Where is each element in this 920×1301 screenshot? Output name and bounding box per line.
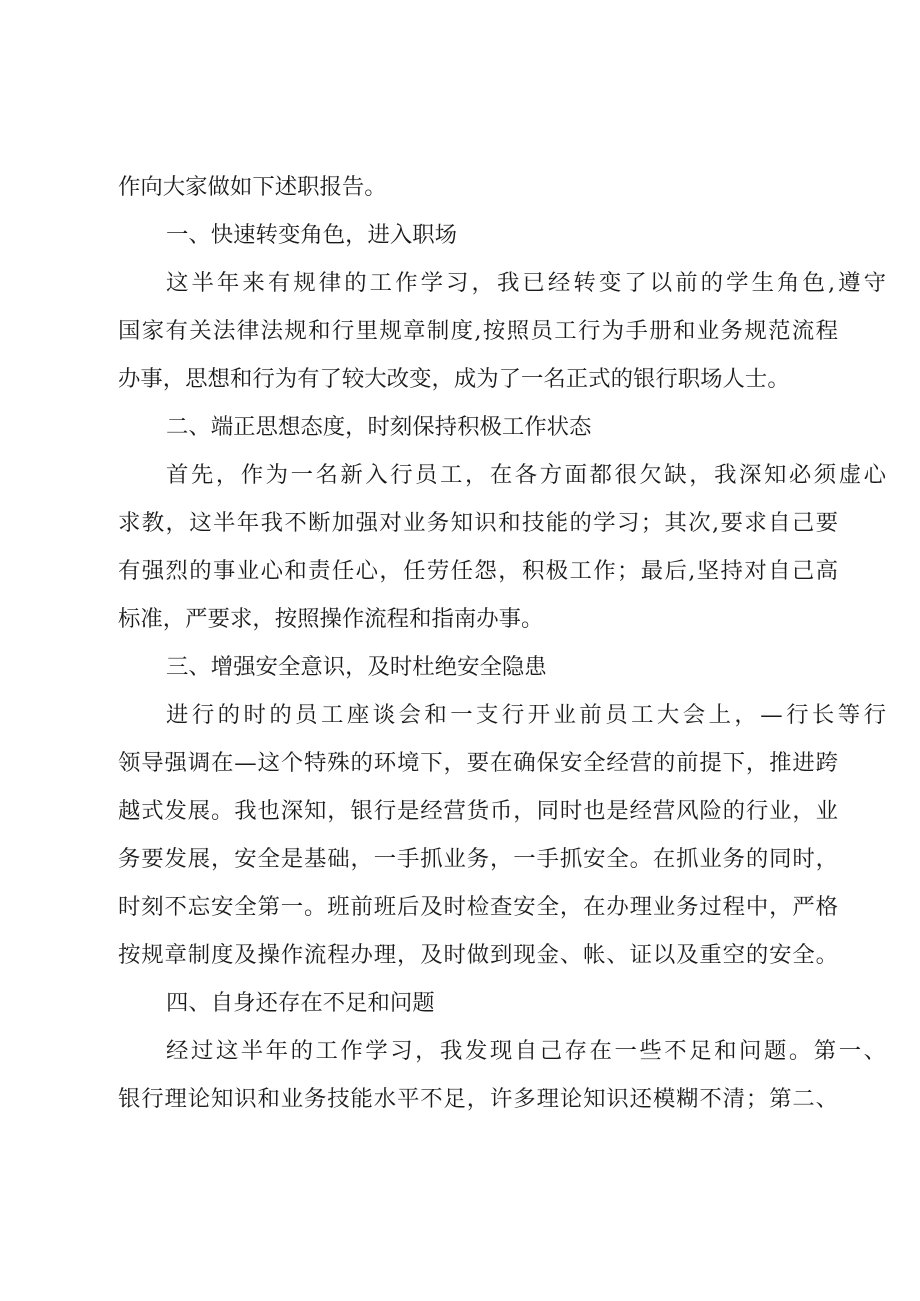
paragraph-line: 有强烈的事业心和责任心，任劳任怨，积极工作；最后,坚持对自己高 [118, 558, 838, 584]
paragraph-line: 首先，作为一名新入行员工，在各方面都很欠缺，我深知必须虚心 [166, 462, 886, 488]
paragraph-line: 按规章制度及操作流程办理，及时做到现金、帐、证以及重空的安全。 [118, 942, 838, 968]
paragraph-line: 标准，严要求，按照操作流程和指南办事。 [118, 606, 544, 632]
section-heading-4: 四、自身还存在不足和问题 [166, 990, 435, 1016]
paragraph-line: 求教，这半年我不断加强对业务知识和技能的学习；其次,要求自己要 [118, 510, 838, 536]
paragraph-line: 银行理论知识和业务技能水平不足，许多理论知识还模糊不清；第二、 [118, 1086, 838, 1112]
paragraph-line: 经过这半年的工作学习，我发现自己存在一些不足和问题。第一、 [166, 1038, 886, 1064]
paragraph-line: 进行的时的员工座谈会和一支行开业前员工大会上，—行长等行 [166, 702, 886, 728]
paragraph-line: 时刻不忘安全第一。班前班后及时检查安全，在办理业务过程中，严格 [118, 894, 838, 920]
paragraph-line: 务要发展，安全是基础，一手抓业务，一手抓安全。在抓业务的同时， [118, 846, 838, 872]
paragraph-line: 越式发展。我也深知，银行是经营货币，同时也是经营风险的行业，业 [118, 798, 838, 824]
paragraph-line: 这半年来有规律的工作学习，我已经转变了以前的学生角色,遵守 [166, 270, 886, 296]
document-body [118, 167, 886, 1127]
section-heading-3: 三、增强安全意识，及时杜绝安全隐患 [166, 654, 547, 680]
paragraph-line: 领导强调在—这个特殊的环境下，要在确保安全经营的前提下，推进跨 [118, 750, 838, 776]
section-heading-2: 二、端正思想态度，时刻保持积极工作状态 [166, 414, 592, 440]
paragraph-line: 办事，思想和行为有了较大改变，成为了一名正式的银行职场人士。 [118, 366, 790, 392]
paragraph-line: 国家有关法律法规和行里规章制度,按照员工行为手册和业务规范流程 [118, 318, 838, 344]
paragraph-continuation: 作向大家做如下述职报告。 [118, 174, 387, 200]
section-heading-1: 一、快速转变角色，进入职场 [166, 222, 458, 248]
